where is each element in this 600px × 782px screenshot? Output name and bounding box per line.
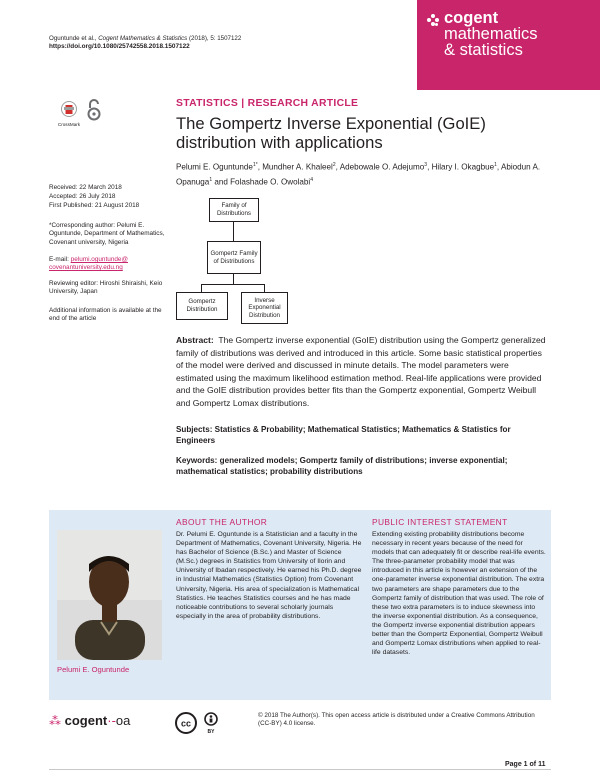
diagram-connector <box>201 284 202 292</box>
author-name: Mundher A. Khaleel <box>262 162 333 172</box>
crossmark-label: CrossMark <box>57 122 81 127</box>
author-name: Folashade O. Owolabi <box>230 177 311 187</box>
keywords: Keywords: generalized models; Gompertz family of distributions; inverse exponential; mathematical statistics; probability distributions <box>176 456 508 476</box>
subjects: Subjects: Statistics & Probability; Mathematical Statistics; Mathematics & Statistics for Engineers <box>176 425 511 445</box>
additional-info: Additional information is available at the end of the article <box>49 307 162 323</box>
diagram-node-gompertz-family: Gompertz Family of Distributions <box>207 241 261 274</box>
license-text: © 2018 The Author(s). This open access article is distributed under a Creative Commons Attribution (CC-BY) 4.0 license. <box>258 712 535 728</box>
crossmark-icon[interactable] <box>61 101 77 121</box>
author-name: Pelumi E. Oguntunde <box>176 162 253 172</box>
corresponding-author: *Corresponding author: Pelumi E. Oguntunde, Department of Mathematics, Covenant university, Nigeria <box>49 222 165 246</box>
author-name: Abiodun A. Opanuga <box>176 162 541 187</box>
date-published: First Published: 21 August 2018 <box>49 202 140 209</box>
article-category: STATISTICS | RESEARCH ARTICLE <box>176 98 359 109</box>
author-name: Adebowale O. Adejumo <box>339 162 425 172</box>
cc-text: cc <box>180 718 192 729</box>
author-list: Pelumi E. Oguntunde$^{1*}$, Mundher A. Khaleel$^2$, Adebowale O. Adejumo$^3$, Hilary I. Okagbue$^1$, Abiodun A. Opanuga$^1$ and Folashade O. Owolabi$^4$ <box>176 162 541 187</box>
cogent-oa-logo[interactable]: ⁂ cogent·-oa <box>49 713 131 728</box>
author-photo <box>57 530 162 660</box>
article-title: The Gompertz Inverse Exponential (GoIE) distribution with applications <box>176 114 486 152</box>
about-author-heading: ABOUT THE AUTHOR <box>176 517 268 527</box>
diagram-node-gompertz: Gompertz Distribution <box>176 292 228 320</box>
author-email: E-mail: pelumi.oguntunde@ covenantuniversity.edu.ng <box>49 256 128 272</box>
open-access-icon <box>87 99 101 121</box>
diagram-connector <box>264 284 265 292</box>
reviewing-editor: Reviewing editor: Hiroshi Shiraishi, Keio University, Japan <box>49 280 163 296</box>
page-number: Page 1 of 11 <box>505 761 546 768</box>
creative-commons-badge[interactable] <box>175 712 225 736</box>
email-link[interactable]: pelumi.oguntunde@ covenantuniversity.edu.ng <box>49 256 128 272</box>
date-accepted: Accepted: 26 July 2018 <box>49 193 116 200</box>
author-portrait-image <box>57 530 162 660</box>
public-interest-heading: PUBLIC INTEREST STATEMENT <box>372 517 508 527</box>
diagram-connector <box>233 222 234 241</box>
author-name: Hilary I. Okagbue <box>431 162 495 172</box>
cogent-dots-icon <box>427 14 440 27</box>
abstract: Abstract: The Gompertz inverse exponential (GoIE) distribution using the Gompertz generalized family of distributions was derived and introduced in this article. Some basic statistical properties of the model were derived and discussed in minute details. The model parameters were estimated using the maximum likelihood estimation method. Real-life applications were provided and the GoIE distribution provides better fits than the Gompertz exponential, Gompertz Weibull and Gompertz Lomax distributions. <box>176 335 546 408</box>
cogent-dots-icon: ⁂ <box>49 714 61 728</box>
footer-divider <box>49 769 551 770</box>
photo-caption: Pelumi E. Oguntunde <box>57 665 130 674</box>
journal-brand-banner <box>417 0 600 90</box>
diagram-connector <box>201 284 265 285</box>
diagram-connector <box>233 274 234 284</box>
diagram-node-inverse-exponential: Inverse Exponential Distribution <box>241 292 288 324</box>
journal-brand-text: cogent mathematics & statistics <box>444 9 538 59</box>
public-interest-text: Extending existing probability distributions become necessary in recent years because of the need for models that can adequately fit or describe real-life events. The three-parameter probability model that was introduced in this article is however an extension of the one-parameter inverse exponential distribution. The extra two parameters are shape parameters due to the Gompertz family of distribution that was used. The role of these two extra parameters is to induce skewness into the inverse exponential distribution. As a consequence, the Gompertz inverse exponential distribution appears better than the Gompertz Exponential, Gompertz Weibull and Gompertz Lomax distributions when applied to real-life datasets. <box>372 531 546 657</box>
doi-link[interactable]: https://doi.org/10.1080/25742558.2018.1507122 <box>49 43 190 50</box>
about-author-text: Dr. Pelumi E. Oguntunde is a Statistician and a faculty in the Department of Mathematics, Covenant University, Nigeria. He has Bachelor of Science (B.Sc.) and Master of Science (M.Sc.) degrees in Statistics from University of Ilorin and University of Ibadan respectively. He earned his Ph.D. degree in Industrial Mathematics (Statistics Option) from Covenant University, Nigeria. His area of specialization is Mathematical Statistics. He teaches Statistics courses and he has made noticeable contributions to several scholarly journals especially in the area of probability distributions. <box>176 531 362 620</box>
by-text: BY <box>207 729 215 735</box>
citation-line: Oguntunde et al., Cogent Mathematics & Statistics (2018), 5: 1507122 <box>49 35 242 42</box>
diagram-node-family: Family of Distributions <box>209 198 259 222</box>
date-received: Received: 22 March 2018 <box>49 184 122 191</box>
